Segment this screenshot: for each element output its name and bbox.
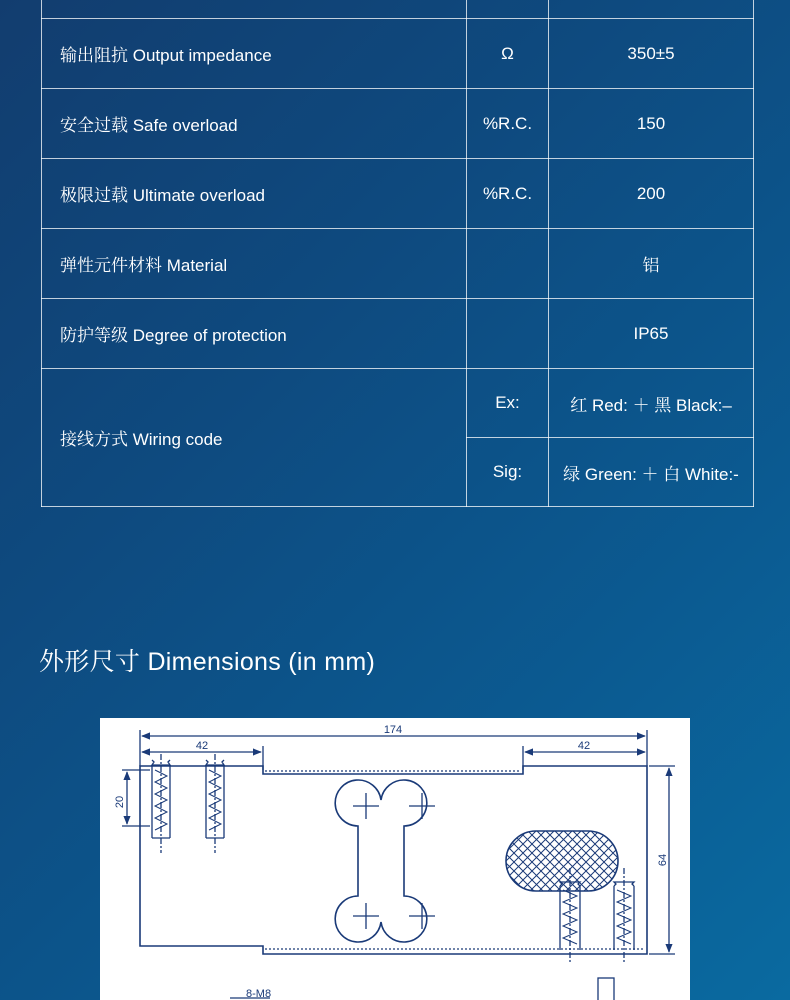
spec-value: 350±5: [549, 19, 754, 89]
spec-name: 极限过载 Ultimate overload: [42, 159, 467, 229]
dim-left-offset: 42: [195, 740, 209, 752]
spec-name: 安全过载 Safe overload: [42, 89, 467, 159]
spec-value: 150: [549, 89, 754, 159]
spec-value: [549, 0, 754, 19]
table-row: [42, 159, 754, 229]
spec-unit: [467, 229, 549, 299]
spec-value: 200: [549, 159, 754, 229]
wiring-sig-value: 绿 Green: ＋ 白 White:-: [549, 438, 754, 507]
thread-note: 8-M8: [246, 988, 272, 1000]
spec-name: 输出阻抗 Output impedance: [42, 19, 467, 89]
dim-total-length: 174: [383, 724, 403, 736]
dimension-drawing: [100, 718, 690, 1000]
spec-unit: %R.C.: [467, 159, 549, 229]
spec-table: [41, 0, 754, 507]
dim-hole-depth: 20: [114, 795, 126, 809]
spec-name: [42, 0, 467, 19]
cross-mark: [353, 903, 379, 929]
spec-name: 弹性元件材料 Material: [42, 229, 467, 299]
cross-mark: [353, 793, 379, 819]
spec-unit: %R.C.: [467, 89, 549, 159]
table-row: [42, 229, 754, 299]
wiring-name: 接线方式 Wiring code: [42, 369, 467, 507]
spec-unit: [467, 0, 549, 19]
spec-unit: Ω: [467, 19, 549, 89]
wiring-ex-label: Ex:: [467, 369, 549, 438]
table-row-wiring-ex: [42, 369, 754, 438]
cross-mark: [409, 903, 435, 929]
lower-tab: [598, 978, 614, 1000]
dim-height: 64: [657, 853, 669, 867]
spec-unit: [467, 299, 549, 369]
wiring-sig-label: Sig:: [467, 438, 549, 507]
table-row: [42, 19, 754, 89]
table-row: [42, 89, 754, 159]
cross-mark: [409, 793, 435, 819]
strain-gauge-area: [506, 831, 618, 891]
drawing-svg: [100, 718, 690, 1000]
dimensions-title: 外形尺寸 Dimensions (in mm): [39, 648, 376, 676]
dim-right-offset: 42: [577, 740, 591, 752]
table-row: [42, 299, 754, 369]
spec-value: IP65: [549, 299, 754, 369]
spec-value: 铝: [549, 229, 754, 299]
spec-name: 防护等级 Degree of protection: [42, 299, 467, 369]
table-row: [42, 0, 754, 19]
dogbone-cutout: [335, 780, 427, 942]
wiring-ex-value: 红 Red: ＋ 黑 Black:–: [549, 369, 754, 438]
